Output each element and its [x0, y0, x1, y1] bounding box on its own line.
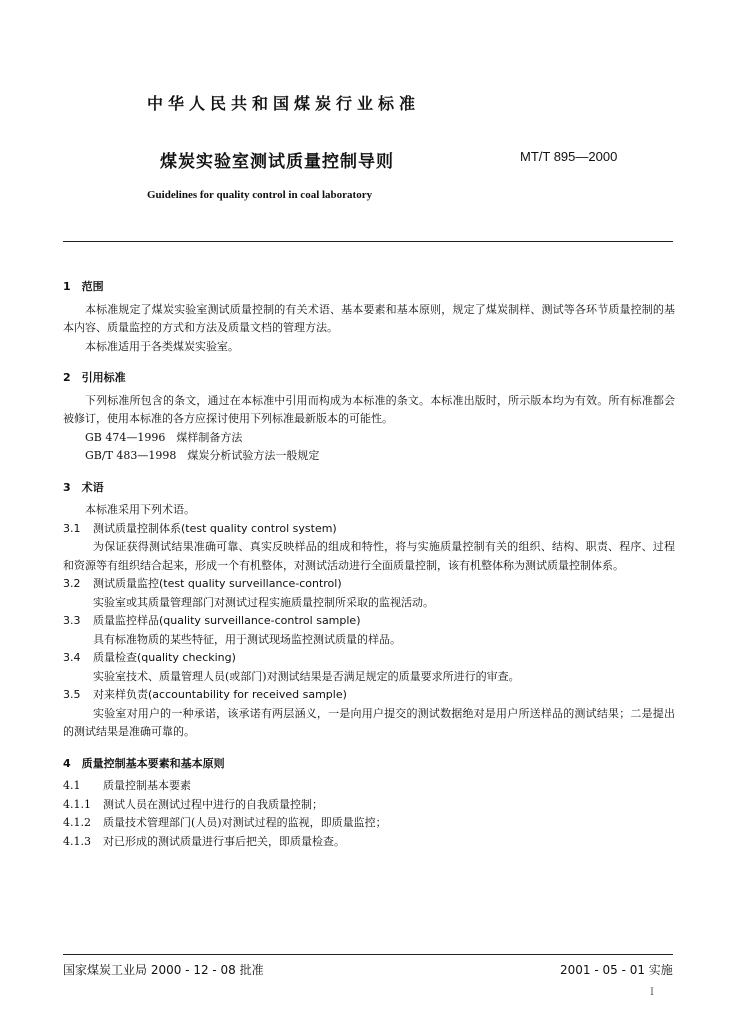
term-definition: 实验室对用户的一种承诺，该承诺有两层涵义，一是向用户提交的测试数据绝对是用户所送样品的测试结果；二是提出的测试结果是准确可靠的。 — [63, 706, 675, 738]
term-heading — [63, 520, 675, 539]
clause-number: 4.1.1 — [63, 797, 91, 811]
document-body — [63, 278, 675, 851]
section-heading-scope: 1 范围 — [63, 280, 104, 293]
document-title-en: Guidelines for quality control in coal laboratory — [147, 189, 373, 201]
term-definition: 为保证获得测试结果准确可靠、真实反映样品的组成和特性，将与实施质量控制有关的组织、结构、职责、程序、过程和资源等有组织结合起来，形成一个有机整体，对测试活动进行全面质量控制，该有机整体称为测试质量控制体系。 — [63, 540, 675, 572]
term-definition: 实验室技术、质量管理人员(或部门)对测试结果是否满足规定的质量要求所进行的审查。 — [93, 669, 520, 683]
term-heading — [63, 575, 675, 594]
clause-item — [63, 814, 675, 833]
term-heading — [63, 612, 675, 631]
term-number: 3.4 — [63, 651, 81, 664]
paragraph: 本标准规定了煤炭实验室测试质量控制的有关术语、基本要素和基本原则，规定了煤炭制样、测试等各环节质量控制的基本内容、质量监控的方式和方法及质量文档的管理方法。 — [63, 302, 675, 334]
clause-text: 质量控制基本要素 — [103, 779, 191, 792]
term-title: 质量检查(quality checking) — [93, 651, 236, 664]
term-definition: 具有标准物质的某些特征，用于测试现场监控测试质量的样品。 — [93, 632, 401, 646]
reference-item: GB/T 483—1998 煤炭分析试验方法一般规定 — [85, 449, 320, 462]
implementation-date: 2001 - 05 - 01 实施 — [560, 963, 673, 977]
term-title: 测试质量控制体系(test quality control system) — [93, 521, 337, 535]
page-number: I — [650, 987, 654, 998]
section-heading-elements: 4 质量控制基本要素和基本原则 — [63, 756, 225, 770]
header-divider — [63, 241, 673, 242]
industry-standard-heading: 中华人民共和国煤炭行业标准 — [147, 94, 421, 113]
clause-number: 4.1 — [63, 779, 81, 792]
clause-text: 对已形成的测试质量进行事后把关，即质量检查。 — [103, 834, 345, 848]
standard-number: MT/T 895—2000 — [520, 149, 618, 164]
clause-item — [63, 796, 675, 815]
section-heading-references: 2 引用标准 — [63, 371, 126, 384]
clause-number: 4.1.3 — [63, 834, 91, 848]
clause-text: 质量技术管理部门(人员)对测试过程的监视，即质量监控； — [103, 816, 387, 829]
term-number: 3.1 — [63, 521, 81, 535]
reference-item: GB 474—1996 煤样制备方法 — [85, 430, 243, 444]
document-title-zh: 煤炭实验室测试质量控制导则 — [160, 152, 394, 172]
paragraph: 下列标准所包含的条文，通过在本标准中引用而构成为本标准的条文。本标准出版时，所示版本均为有效。所有标准都会被修订，使用本标准的各方应探讨使用下列标准最新版本的可能性。 — [63, 393, 675, 425]
term-number: 3.5 — [63, 688, 81, 701]
paragraph: 本标准采用下列术语。 — [85, 503, 195, 516]
footer-divider — [63, 954, 673, 955]
clause-number: 4.1.2 — [63, 816, 91, 829]
clause-text: 测试人员在测试过程中进行的自我质量控制； — [103, 797, 323, 811]
section-heading-terms: 3 术语 — [63, 480, 104, 494]
term-number: 3.2 — [63, 577, 81, 590]
term-heading — [63, 649, 675, 668]
clause-item — [63, 833, 675, 852]
paragraph: 本标准适用于各类煤炭实验室。 — [85, 339, 239, 353]
term-number: 3.3 — [63, 614, 81, 627]
term-title: 对来样负责(accountability for received sample) — [93, 688, 347, 701]
approval-date: 国家煤炭工业局 2000 - 12 - 08 批准 — [63, 963, 264, 977]
term-title: 测试质量监控(test quality surveillance-control) — [93, 577, 342, 590]
term-heading — [63, 686, 675, 705]
term-definition: 实验室或其质量管理部门对测试过程实施质量控制所采取的监视活动。 — [93, 595, 434, 609]
clause-item — [63, 777, 675, 796]
term-title: 质量监控样品(quality surveillance-control sample) — [93, 614, 361, 627]
